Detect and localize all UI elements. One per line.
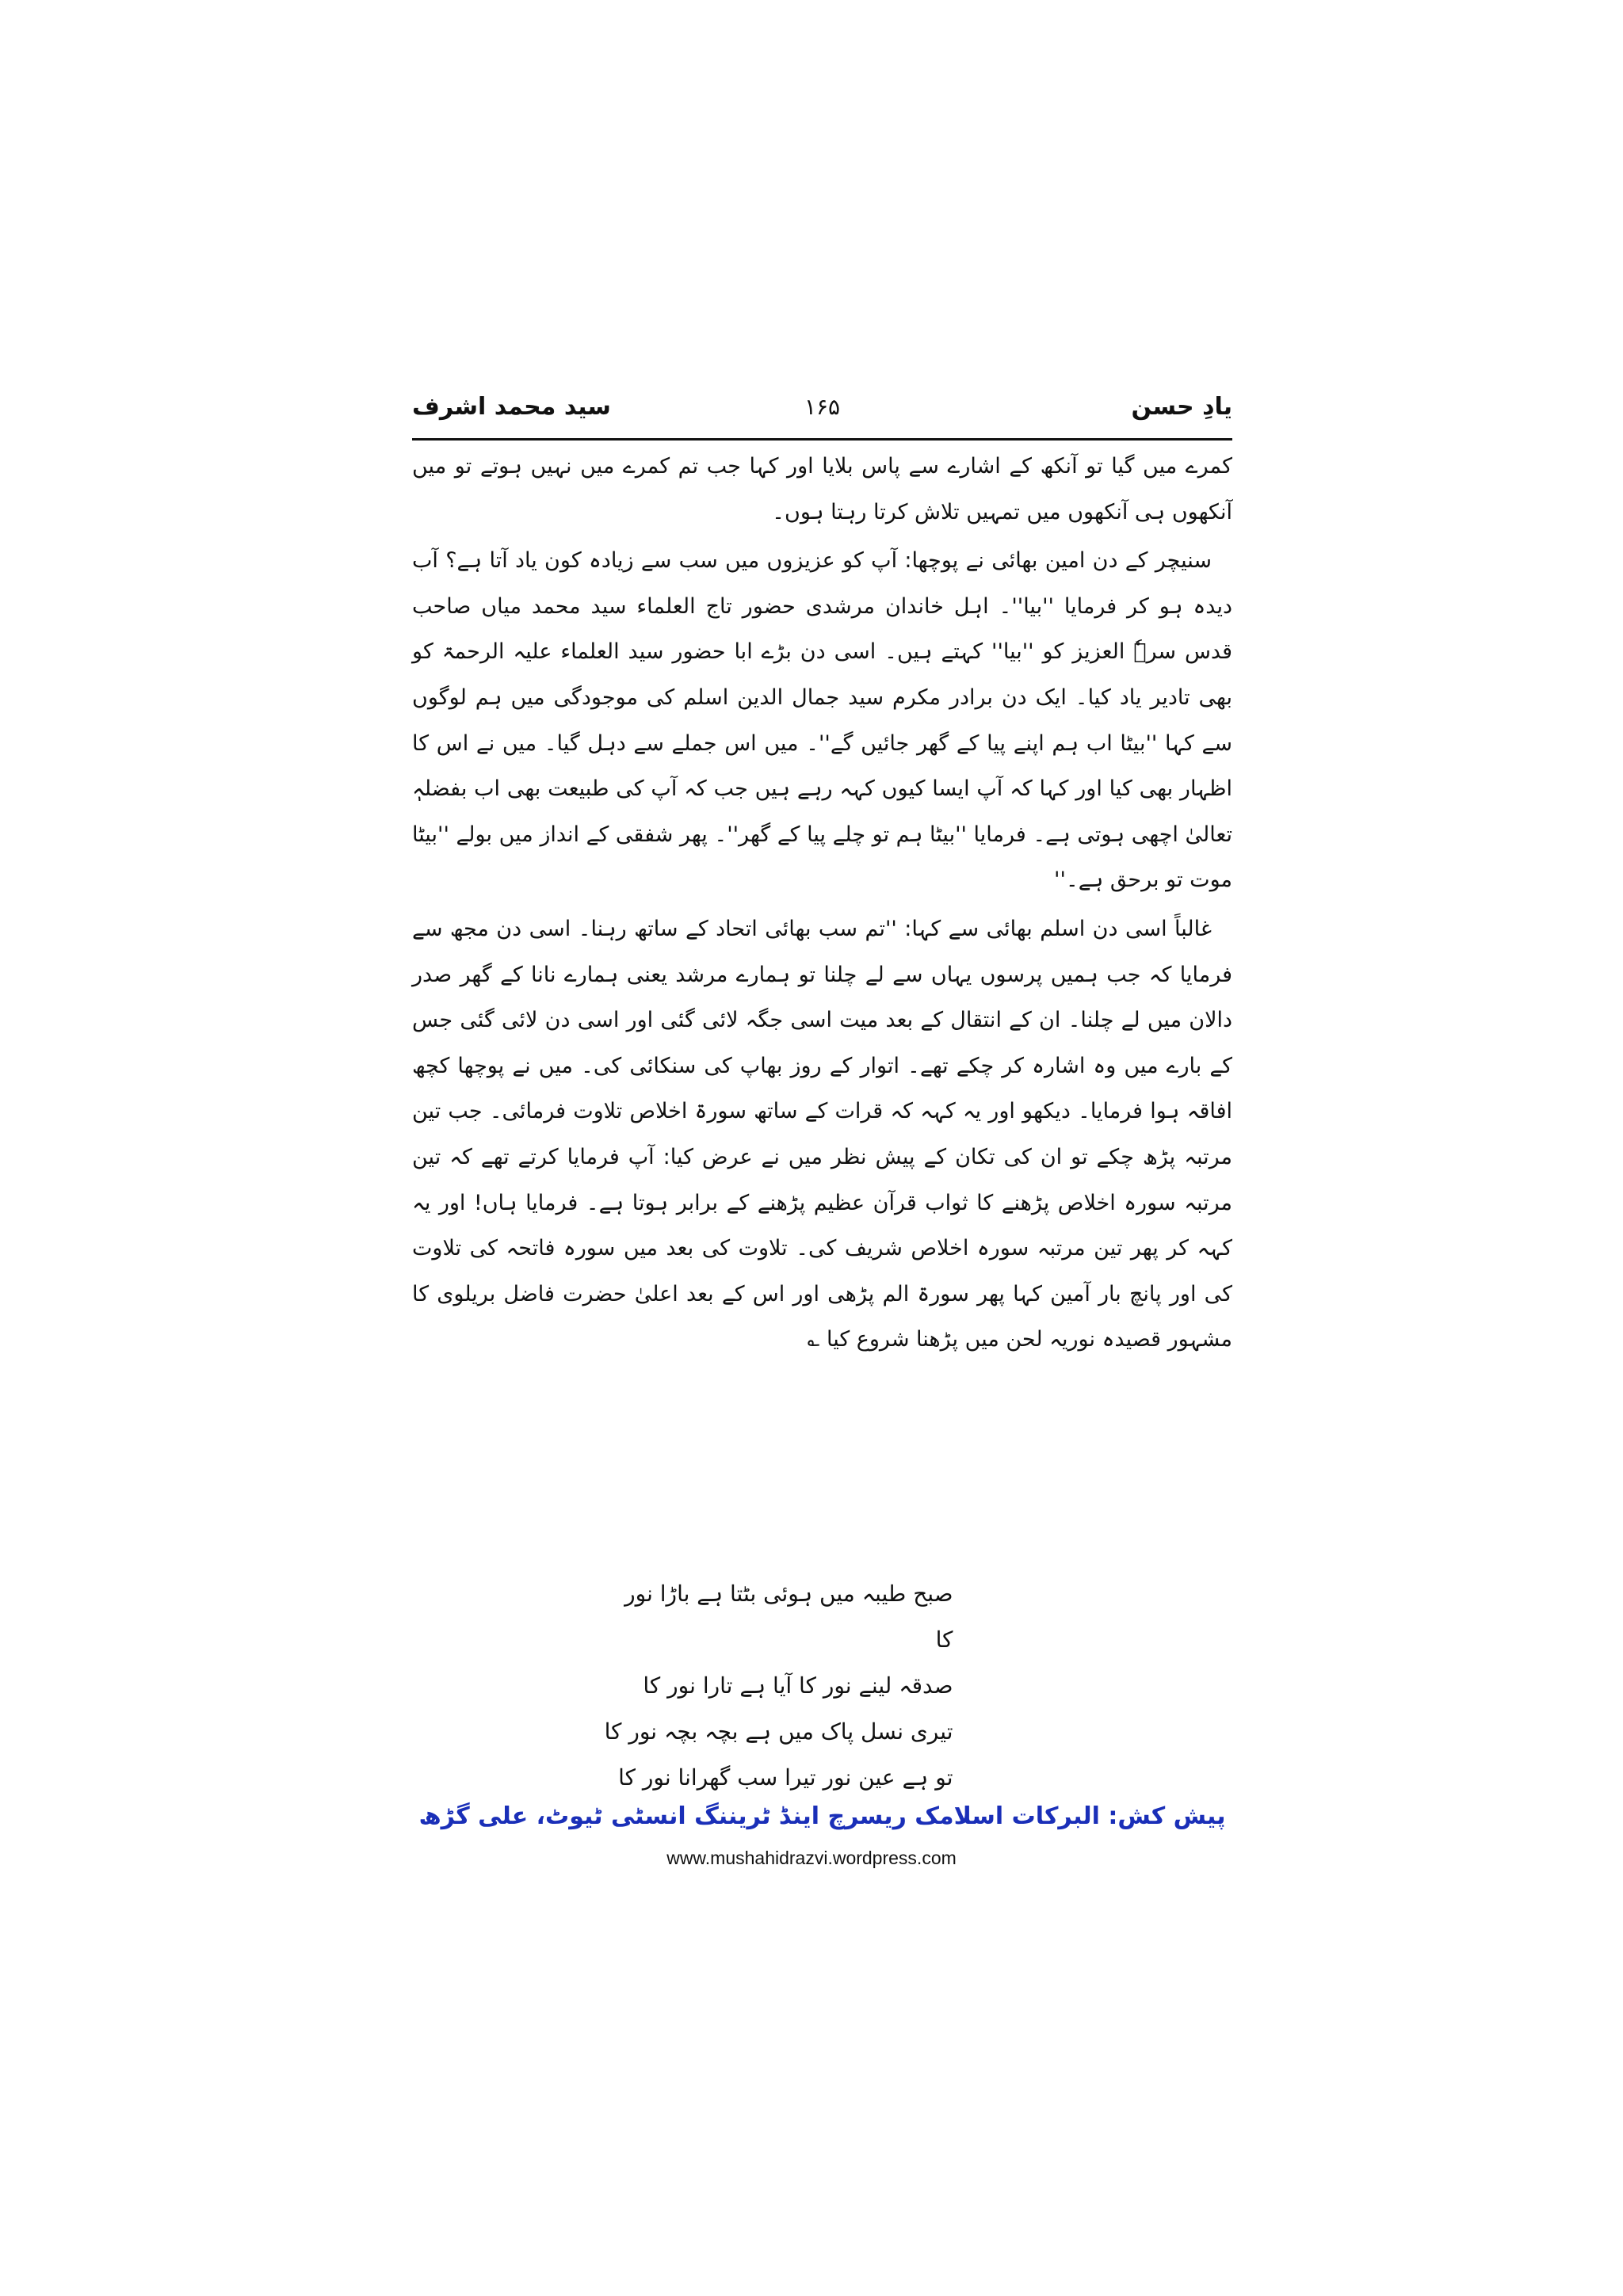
paragraph: غالباً اسی دن اسلم بھائی سے کہا: ''تم سب بھائی اتحاد کے ساتھ رہنا۔ اسی دن مجھ سے فرمایا کہ جب ہمیں پرسوں یہاں سے لے چلنا تو ہمارے مرشد یعنی ہمارے نانا کے گھر صدر دالان میں لے چلنا۔ ان کے انتقال کے بعد میت اسی جگہ لائی گئی اور اسی دن لائی گئی جس کے بارے میں وہ اشارہ کر چکے تھے۔ اتوار کے روز بھاپ کی سنکائی کی۔ میں نے پوچھا کچھ افاقہ ہوا فرمایا۔ دیکھو اور یہ کہہ کہ قرات کے ساتھ سورۃ اخلاص تلاوت فرمائی۔ جب تین مرتبہ پڑھ چکے تو ان کی تکان کے پیش نظر میں نے عرض کیا: آپ فرمایا کرتے تھے کہ تین مرتبہ سورہ اخلاص پڑھنے کا ثواب قرآن عظیم پڑھنے کے برابر ہوتا ہے۔ فرمایا ہاں! اور یہ کہہ کر پھر تین مرتبہ سورہ اخلاص شریف کی۔ تلاوت کی بعد میں سورہ فاتحہ کی تلاوت کی اور پانچ بار آمین کہا پھر سورۃ الم پڑھی اور اس کے بعد اعلیٰ حضرت فاضل بریلوی کا مشہور قصیدہ نوریہ لحن میں پڑھنا شروع کیا ؎	[412, 916, 1232, 1352]
verse-line: صدقہ لینے نور کا آیا ہے تارا نور کا	[643, 1672, 953, 1699]
verse-line: تو ہے عین نور تیرا سب گھرانا نور کا	[618, 1764, 953, 1791]
paragraph: کمرے میں گیا تو آنکھ کے اشارے سے پاس بلایا اور کہا جب تم کمرے میں نہیں ہوتے تو میں آنکھوں ہی آنکھوں میں تمہیں تلاش کرتا رہتا ہوں۔	[412, 454, 1232, 524]
publisher-credit: پیش کش: البرکات اسلامک ریسرچ اینڈ ٹریننگ انسٹی ٹیوٹ، علی گڑھ	[418, 1802, 1226, 1830]
verse-block	[412, 1571, 1232, 1801]
verse-line: تیری نسل پاک میں ہے بچہ بچہ نور کا	[604, 1718, 953, 1745]
paragraph: سنیچر کے دن امین بھائی نے پوچھا: آپ کو عزیزوں میں سب سے زیادہ کون یاد آتا ہے؟ آب دیدہ ہو کر فرمایا ''بیا''۔ اہل خاندان مرشدی حضور تاج العلماء سید محمد میاں صاحب قدس سرہٗ العزیز کو ''بیا'' کہتے ہیں۔ اسی دن بڑے ابا حضور سید العلماء علیہ الرحمۃ کو بھی تادیر یاد کیا۔ ایک دن برادر مکرم سید جمال الدین اسلم کی موجودگی میں ہم لوگوں سے کہا ''بیٹا اب ہم اپنے پیا کے گھر جائیں گے''۔ میں اس جملے سے دہل گیا۔ میں نے اس کا اظہار بھی کیا اور کہا کہ آپ ایسا کیوں کہہ رہے ہیں جب کہ آپ کی طبیعت بھی اب بفضلہٖ تعالیٰ اچھی ہوتی ہے۔ فرمایا ''بیٹا ہم تو چلے پیا کے گھر''۔ پھر شفقی کے انداز میں بولے ''بیٹا موت تو برحق ہے۔''	[412, 548, 1232, 893]
website-link[interactable]: www.mushahidrazvi.wordpress.com	[666, 1848, 957, 1868]
header-rule	[412, 438, 1232, 441]
body-text	[412, 444, 1232, 1366]
author-name: سید محمد اشرف	[412, 393, 611, 421]
running-head	[412, 383, 1232, 439]
page-number: ۱۶۵	[804, 394, 841, 420]
book-title: یادِ حسن	[1131, 393, 1232, 421]
verse-line: صبح طیبہ میں ہوئی بٹتا ہے باڑا نور کا	[624, 1581, 953, 1653]
